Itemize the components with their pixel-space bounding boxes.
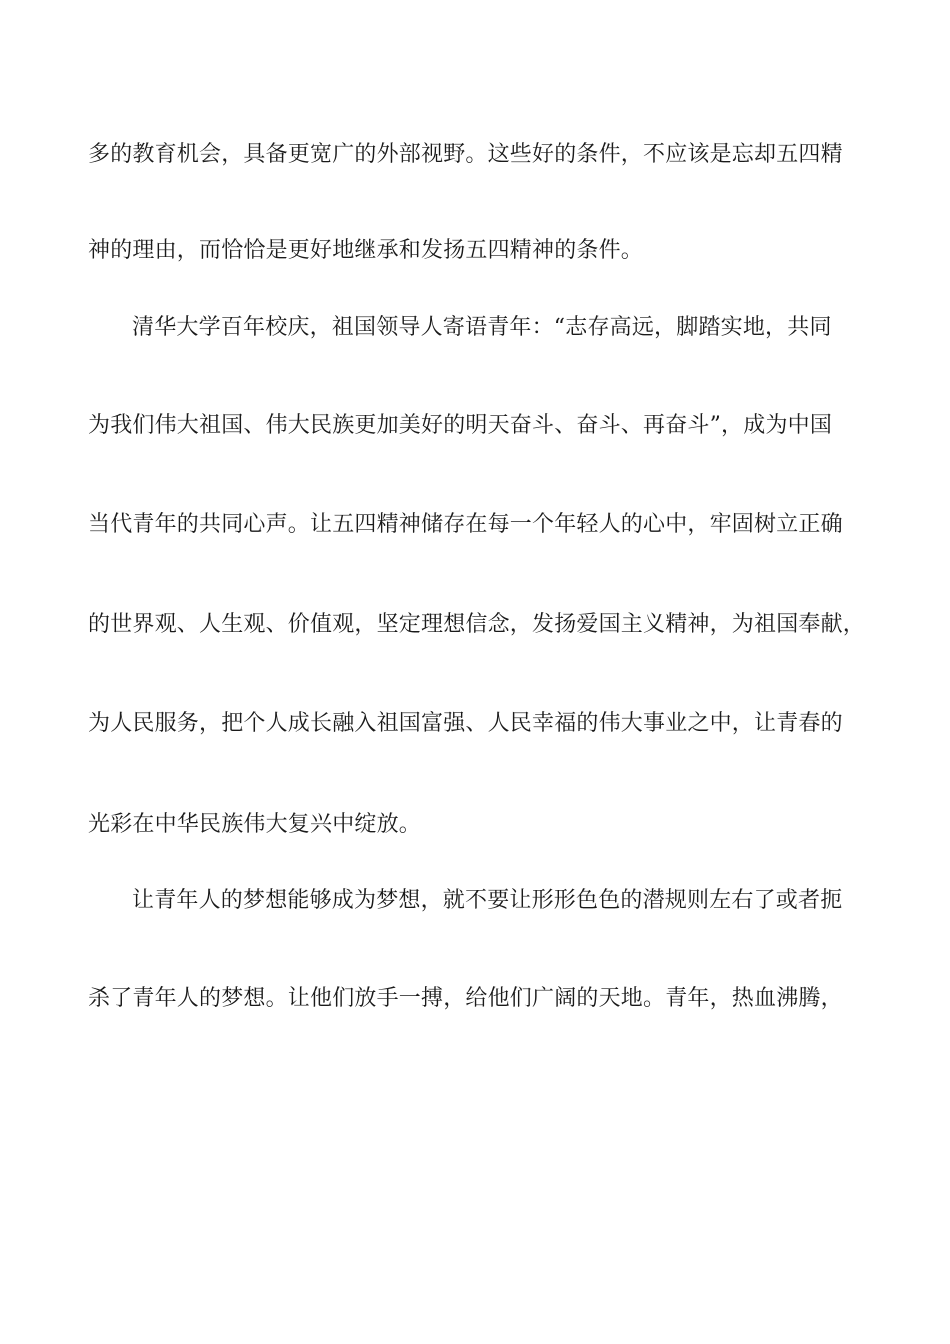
text-line: 杀了青年人的梦想。让他们放手一搏，给他们广阔的天地。青年，热血沸腾， (88, 986, 843, 1011)
text-line: 神的理由，而恰恰是更好地继承和发扬五四精神的条件。 (88, 238, 644, 263)
text-line: 为人民服务，把个人成长融入祖国富强、人民幸福的伟大事业之中，让青春的 (88, 711, 843, 736)
text-line: 当代青年的共同心声。让五四精神储存在每一个年轻人的心中，牢固树立正确 (88, 512, 843, 537)
paragraph-start-line: 清华大学百年校庆，祖国领导人寄语青年：“志存高远，脚踏实地，共同 (132, 315, 832, 340)
text-line: 的世界观、人生观、价值观，坚定理想信念，发扬爱国主义精神，为祖国奉献， (88, 612, 866, 637)
text-line: 为我们伟大祖国、伟大民族更加美好的明天奋斗、奋斗、再奋斗”，成为中国 (88, 413, 833, 438)
paragraph-start-line: 让青年人的梦想能够成为梦想，就不要让形形色色的潜规则左右了或者扼 (132, 888, 843, 913)
text-line: 多的教育机会，具备更宽广的外部视野。这些好的条件，不应该是忘却五四精 (88, 142, 843, 167)
text-line: 光彩在中华民族伟大复兴中绽放。 (88, 812, 422, 837)
